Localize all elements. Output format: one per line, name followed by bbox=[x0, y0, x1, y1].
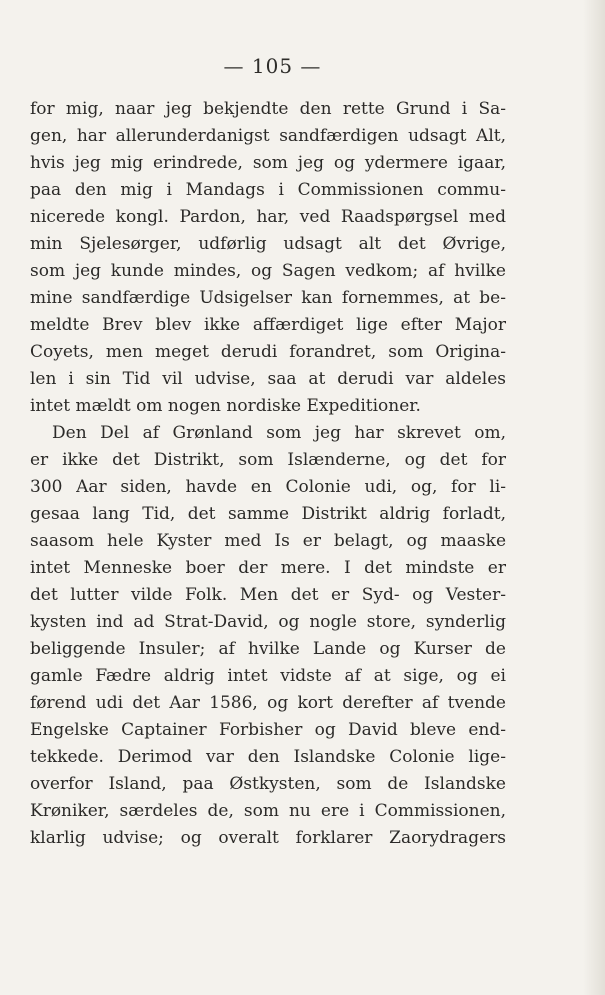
text-line: er ikke det Distrikt, som Islænderne, og det for bbox=[30, 450, 506, 470]
text-line: saasom hele Kyster med Is er belagt, og maaske bbox=[30, 531, 506, 551]
text-line: overfor Island, paa Østkysten, som de Islandske bbox=[30, 774, 506, 794]
text-line: for mig, naar jeg bekjendte den rette Grund i Sa- bbox=[30, 99, 506, 119]
text-line: kysten ind ad Strat-David, og nogle store, synderlig bbox=[30, 612, 506, 632]
text-line: det lutter vilde Folk. Men det er Syd- og Vester- bbox=[30, 585, 506, 605]
text-line: len i sin Tid vil udvise, saa at derudi var aldeles bbox=[30, 369, 506, 389]
text-line: beliggende Insuler; af hvilke Lande og Kurser de bbox=[30, 639, 506, 659]
text-line: meldte Brev blev ikke affærdiget lige efter Major bbox=[30, 315, 506, 335]
text-line: gen, har allerunderdanigst sandfærdigen udsagt Alt, bbox=[30, 126, 506, 146]
text-line: Coyets, men meget derudi forandret, som Origina- bbox=[30, 342, 506, 362]
text-line: min Sjelesørger, udførlig udsagt alt det Øvrige, bbox=[30, 234, 506, 254]
text-line: gesaa lang Tid, det samme Distrikt aldrig forladt, bbox=[30, 504, 506, 524]
text-line: paa den mig i Mandags i Commissionen commu- bbox=[30, 180, 506, 200]
text-line: hvis jeg mig erindrede, som jeg og ydermere igaar, bbox=[30, 153, 506, 173]
text-line: Krøniker, særdeles de, som nu ere i Commissionen, bbox=[30, 801, 506, 821]
page-edge-shadow bbox=[583, 0, 605, 995]
text-line: Engelske Captainer Forbisher og David bleve end- bbox=[30, 720, 506, 740]
text-line: førend udi det Aar 1586, og kort derefter af tvende bbox=[30, 693, 506, 713]
text-line: intet Menneske boer der mere. I det mindste er bbox=[30, 558, 506, 578]
text-line: Den Del af Grønland som jeg har skrevet om, bbox=[52, 423, 506, 443]
text-line: mine sandfærdige Udsigelser kan fornemmes, at be- bbox=[30, 288, 506, 308]
body-text bbox=[30, 96, 506, 852]
text-line: gamle Fædre aldrig intet vidste af at sige, og ei bbox=[30, 666, 506, 686]
page-number: — 105 — bbox=[223, 54, 322, 78]
text-line: klarlig udvise; og overalt forklarer Zaorydragers bbox=[30, 828, 506, 848]
text-line: som jeg kunde mindes, og Sagen vedkom; af hvilke bbox=[30, 261, 506, 281]
text-line: intet mældt om nogen nordiske Expeditioner. bbox=[30, 396, 421, 416]
text-line: tekkede. Derimod var den Islandske Colonie lige- bbox=[30, 747, 506, 767]
text-line: 300 Aar siden, havde en Colonie udi, og, for li- bbox=[30, 477, 506, 497]
text-line: nicerede kongl. Pardon, har, ved Raadspørgsel med bbox=[30, 207, 506, 227]
